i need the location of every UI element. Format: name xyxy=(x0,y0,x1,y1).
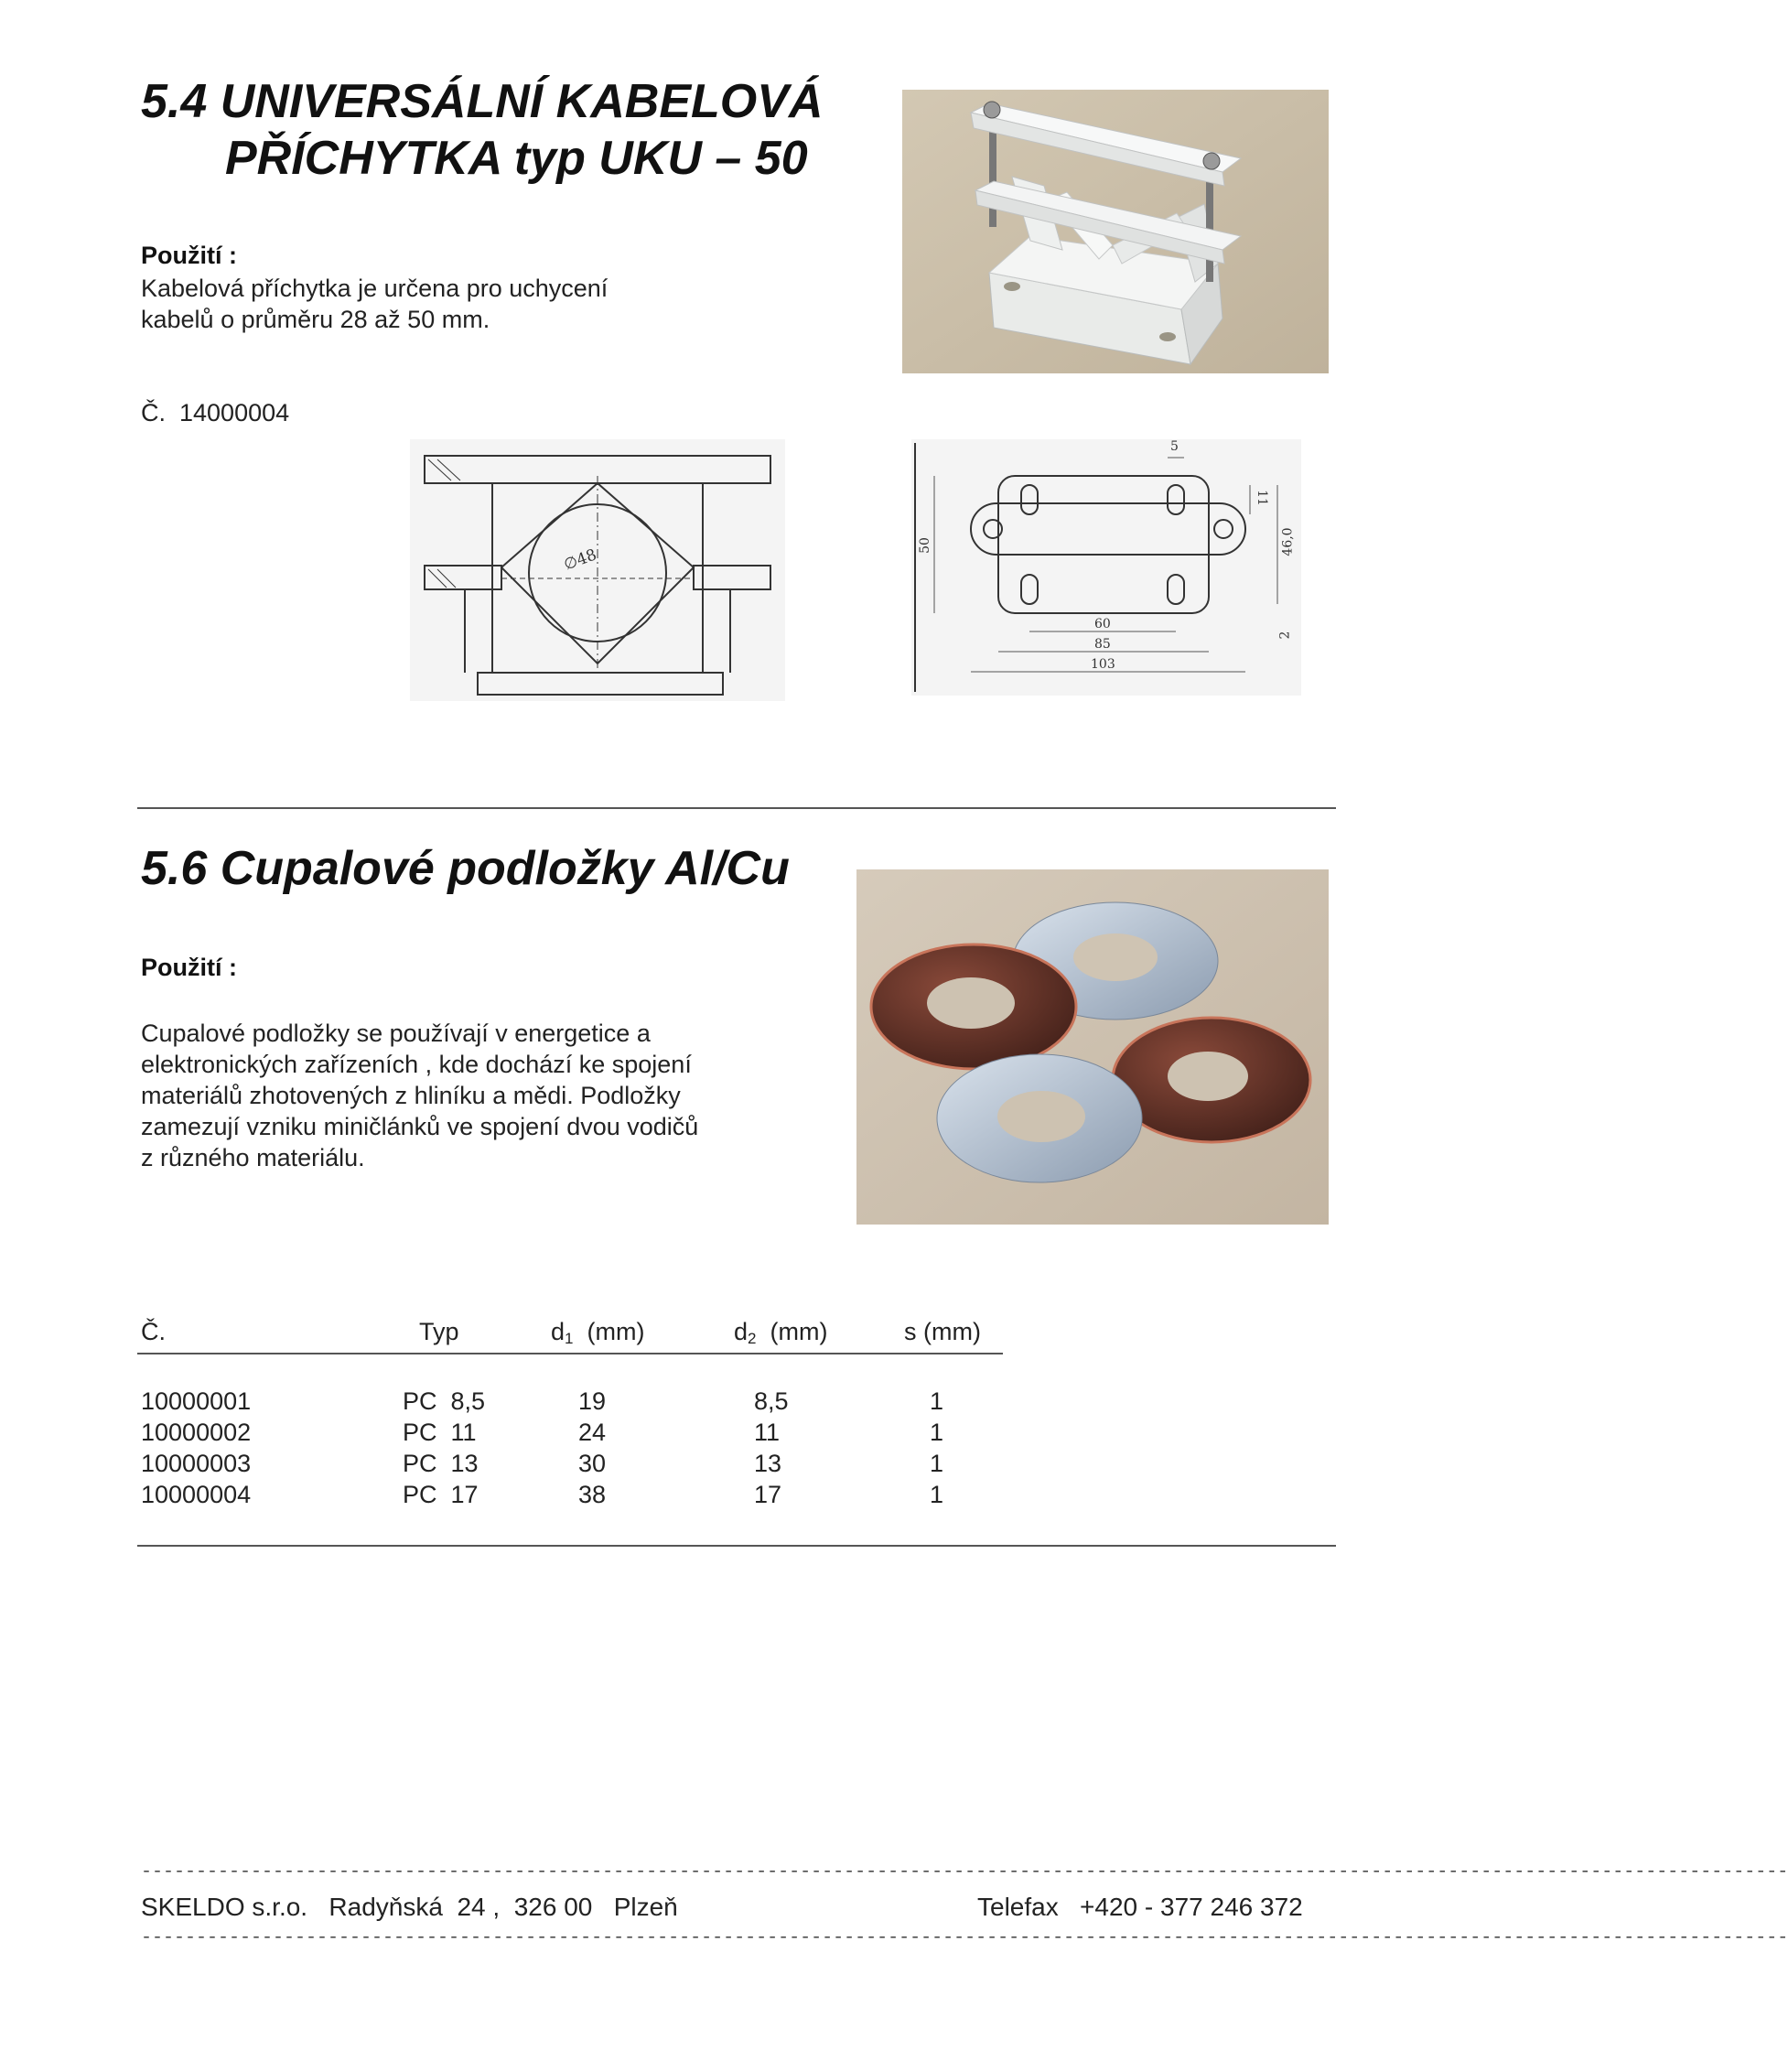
section-divider-2 xyxy=(137,1545,1336,1547)
cell-d2: 17 xyxy=(754,1481,782,1508)
usage2-label: Použití : xyxy=(141,954,237,981)
footer-dash-bottom: ------------------------------------------------------------------------------------------------------------------------------------------------------ xyxy=(141,1927,1788,1948)
top-view-drawing xyxy=(911,439,1301,696)
washers-photo xyxy=(856,869,1329,1225)
cable-clamp-photo xyxy=(902,90,1329,373)
footer-company: SKELDO s.r.o. Radyňská 24 , 326 00 Plzeň xyxy=(141,1893,678,1921)
cell-s: 1 xyxy=(930,1387,944,1415)
table-header-rule xyxy=(137,1353,1003,1354)
cell-number: 10000003 xyxy=(141,1450,252,1477)
cell-type: PC 11 xyxy=(403,1419,477,1446)
usage2-line2: elektronických zařízeních , kde dochází ke spojení xyxy=(141,1051,692,1078)
cell-type: PC 8,5 xyxy=(403,1387,486,1415)
section2-title: 5.6 Cupalové podložky Al/Cu xyxy=(141,842,790,895)
product-number: Č. 14000004 xyxy=(141,399,290,426)
col-header-d1 xyxy=(551,1318,644,1348)
dim-11: 11 xyxy=(1254,490,1269,506)
col-header-d2 xyxy=(734,1318,827,1348)
cell-d1: 24 xyxy=(578,1419,607,1446)
dim-46: 46,0 xyxy=(1280,527,1296,556)
front-view-drawing xyxy=(410,439,785,701)
footer-dash-top: ------------------------------------------------------------------------------------------------------------------------------------------------------ xyxy=(141,1862,1788,1883)
cell-d1: 19 xyxy=(578,1387,607,1415)
d2-symbol: d xyxy=(734,1318,749,1345)
d2-unit: (mm) xyxy=(756,1318,828,1345)
dim-50: 50 xyxy=(917,537,932,554)
footer-phone: Telefax +420 - 377 246 372 xyxy=(977,1893,1303,1921)
diameter-label: ∅48 xyxy=(561,545,599,575)
section-title-line1: 5.4 UNIVERSÁLNÍ KABELOVÁ xyxy=(141,75,824,128)
cell-number: 10000004 xyxy=(141,1481,252,1508)
d2-subscript: 2 xyxy=(748,1330,757,1347)
d1-symbol: d xyxy=(551,1318,565,1345)
d1-subscript: 1 xyxy=(565,1330,574,1347)
col-header-number: Č. xyxy=(141,1318,166,1345)
cell-s: 1 xyxy=(930,1481,944,1508)
dim-103: 103 xyxy=(1091,657,1115,672)
dim-85: 85 xyxy=(1094,637,1111,652)
col-header-type: Typ xyxy=(419,1318,459,1345)
usage2-line4: zamezují vzniku miničlánků ve spojení dvou vodičů xyxy=(141,1113,699,1140)
cell-type: PC 17 xyxy=(403,1481,479,1508)
usage-label: Použití : xyxy=(141,242,237,269)
cell-d1: 30 xyxy=(578,1450,607,1477)
usage-text-line1: Kabelová příchytka je určena pro uchycení xyxy=(141,275,609,302)
cell-d1: 38 xyxy=(578,1481,607,1508)
cell-s: 1 xyxy=(930,1419,944,1446)
col-header-s: s (mm) xyxy=(904,1318,981,1345)
cell-number: 10000002 xyxy=(141,1419,252,1446)
cell-number: 10000001 xyxy=(141,1387,252,1415)
usage2-line3: materiálů zhotovených z hliníku a mědi. Podložky xyxy=(141,1082,681,1109)
usage-text-line2: kabelů o průměru 28 až 50 mm. xyxy=(141,306,490,333)
dim-5: 5 xyxy=(1170,439,1179,454)
cell-s: 1 xyxy=(930,1450,944,1477)
section-title-line2: PŘÍCHYTKA typ UKU – 50 xyxy=(225,132,808,185)
dim-2: 2 xyxy=(1277,631,1293,640)
cell-type: PC 13 xyxy=(403,1450,479,1477)
dim-60: 60 xyxy=(1094,617,1111,631)
cell-d2: 8,5 xyxy=(754,1387,789,1415)
cell-d2: 13 xyxy=(754,1450,782,1477)
usage2-line1: Cupalové podložky se používají v energetice a xyxy=(141,1020,651,1047)
section-divider-1 xyxy=(137,807,1336,809)
usage2-line5: z různého materiálu. xyxy=(141,1144,365,1171)
cell-d2: 11 xyxy=(754,1419,781,1446)
d1-unit: (mm) xyxy=(573,1318,645,1345)
